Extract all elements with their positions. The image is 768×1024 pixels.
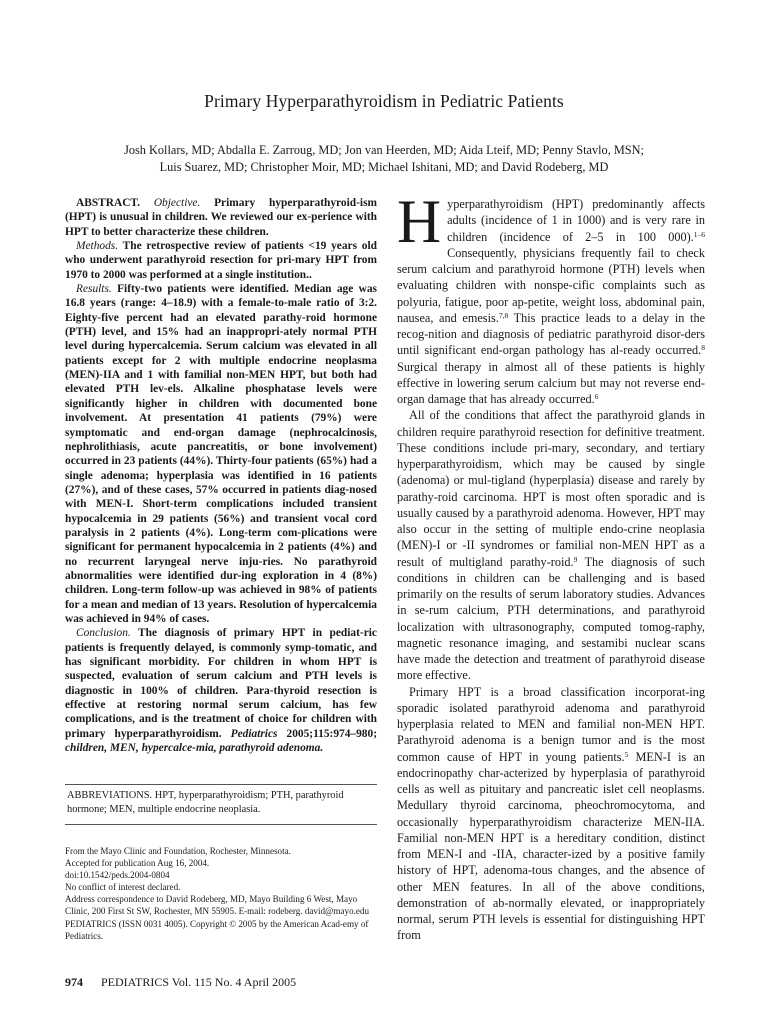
abstract-conclusion bbox=[65, 626, 377, 755]
journal-issue: PEDIATRICS Vol. 115 No. 4 April 2005 bbox=[101, 975, 297, 989]
right-column bbox=[397, 189, 706, 944]
abstract-methods bbox=[65, 239, 377, 282]
ref-superscript: 8 bbox=[701, 343, 705, 353]
results-label: Results. bbox=[76, 283, 112, 296]
conflict-statement: No conflict of interest declared. bbox=[65, 882, 181, 893]
affiliation-notes bbox=[65, 845, 377, 942]
article-title: Primary Hyperparathyroidism in Pediatric Patients bbox=[204, 91, 564, 111]
p1-text-c: This practice leads to a delay in the recog-nition and diagnosis of pediatric parathyroid disor-ders until significant end-organ pathology has al-ready occurred. bbox=[397, 310, 706, 358]
methods-label: Methods. bbox=[76, 240, 119, 253]
author-line-2: Luis Suarez, MD; Christopher Moir, MD; Michael Ishitani, MD; and David Rodeberg, MD bbox=[159, 160, 609, 174]
conclusion-label: Conclusion. bbox=[76, 627, 131, 640]
affiliation-line: From the Mayo Clinic and Foundation, Rochester, Minnesota. bbox=[65, 846, 291, 856]
citation-text: 2005;115:974–980; bbox=[277, 727, 377, 740]
objective-text: Primary hyperparathyroid-ism (HPT) is unusual in children. We reviewed our ex-perience with HPT to better characterize these children. bbox=[65, 197, 377, 238]
ref-superscript: 9 bbox=[573, 554, 578, 564]
abbreviations-box: ABBREVIATIONS. HPT, hyperparathyroidism; PTH, parathyroid hormone; MEN, multiple endocrine neoplasia. bbox=[65, 784, 377, 825]
citation-journal: Pediatrics bbox=[230, 727, 278, 740]
ref-superscript: 7,8 bbox=[498, 310, 509, 320]
author-list bbox=[60, 142, 708, 176]
p3-text-b: MEN-I is an endocrinopathy char-acterized by hyperplasia of parathyroid cells as well as pituitary and pancreatic islet cell neoplasms. Medullary thyroid carcinoma, pheochromocytoma, and occasionally hyperparathyroidism characterize MEN-IIA. Familial non-MEN HPT is a hereditary condition, distinct from MEN-I and -IIA, character-ized by a positive family history of HPT, adenoma-tous changes, and the absence of other MEN features. In all of the above conditions, demonstration of ab-normally elevated, or inappropriately normal, serum PTH levels is essential for distinguishing HPT from bbox=[397, 749, 705, 943]
ref-superscript: 1–6 bbox=[693, 229, 705, 239]
copyright-notice: PEDIATRICS (ISSN 0031 4005). Copyright © 2005 by the American Acad-emy of Pediatrics. bbox=[65, 918, 369, 941]
doi: doi:10.1542/peds.2004-0804 bbox=[65, 870, 170, 881]
p2-text-a: All of the conditions that affect the parathyroid glands in children require parathyroid resection for definitive treatment. These conditions include pri-mary, secondary, and tertiary hyperparathyroidism, which may be caused by single (adenoma) or mul-tigland (hyperplasia) disease and rarely by parathy-roid carcinoma. HPT is most often sporadic and is usually caused by a parathyroid adenoma. However, HPT may also occur in the setting of multiple endo-crine neoplasia (MEN)-I or -II syndromes or familial non-MEN HPT as a result of multigland parathy-roid. bbox=[397, 408, 705, 569]
accepted-date: Accepted for publication Aug 16, 2004. bbox=[65, 858, 210, 869]
objective-label: Objective. bbox=[153, 197, 201, 209]
ref-superscript: 6 bbox=[594, 392, 599, 401]
p1-text-a: yperparathyroidism (HPT) predominantly affects adults (incidence of 1 in 1000) and is very rare in children (incidence of 2–5 in 100 000). bbox=[447, 197, 705, 244]
abstract-results bbox=[65, 282, 377, 626]
left-column bbox=[65, 196, 377, 755]
p3-text-a: Primary HPT is a broad classification incorporat-ing sporadic isolated parathyroid adenoma and parathyroid hyperplasia related to MEN and familial non-MEN HPT. Parathyroid adenoma is a benign tumor and is the most common cause of HPT in young patients. bbox=[397, 684, 705, 764]
methods-text: The retrospective review of patients <19 years old who underwent parathyroid resection for pri-mary HPT from 1970 to 2000 was performed at a single institution.. bbox=[65, 240, 377, 281]
page-number: 974 bbox=[65, 975, 83, 989]
body-paragraph-1 bbox=[397, 189, 706, 407]
results-text: Fifty-two patients were identified. Median age was 16.8 years (range: 4–18.9) with a female-to-male ratio of 3:2. Eighty-five percent had an elevated parathy-roid hormone (PTH) level, and 15% had an inappropri-ately normal PTH level during hypercalcemia. Serum calcium was elevated in all patients except for 2 with multiple endocrine neoplasma (MEN)-IIA and 1 with familial non-MEN HPT, but both had elevated PTH lev-els. Alkaline phosphatase levels were significantly higher in children with documented bone involvement. At presentation 41 patients (79%) were symptomatic and end-organ damage (nephrocalcinosis, nephrolithiasis, acute pancreatitis, or bone involvement) occurred in 23 patients (44%). Thirty-four patients (65%) had a single adenoma; hyperplasia was identified in 16 patients (27%), and of these cases, 57% occurred in patients diag-nosed with MEN-I. Short-term complications included transient hypocalcemia in 29 patients (56%) and transient vocal cord paralysis in 2 patients (4%). Long-term com-plications were significant for permanent hypocalcemia in 2 patients (4%) and no recurrent laryngeal nerve inju-ries. No parathyroid abnormalities were identified dur-ing exploration in 4 (8%) children. Long-term follow-up was achieved in 98% of patients for a mean and median of 13 years. Resolution of hypercalcemia was achieved in 94% of cases. bbox=[65, 283, 377, 625]
drop-cap: H bbox=[397, 189, 442, 256]
conclusion-text: The diagnosis of primary HPT in pediat-ric patients is frequently delayed, is commonly symp-tomatic, and has significant morbidity. For children in whom HPT is suspected, evaluation of serum calcium and PTH levels is diagnostic in 100% of children. Para-thyroid resection is effective at restoring normal serum calcium, has few complications, and is the treatment of choice for children with primary hyperparathyroidism. bbox=[65, 627, 377, 740]
author-line-1: Josh Kollars, MD; Abdalla E. Zarroug, MD; Jon van Heerden, MD; Aida Lteif, MD; Penny Stavlo, MSN; bbox=[124, 143, 644, 157]
keywords: children, MEN, hypercalce-mia, parathyroid adenoma. bbox=[65, 742, 324, 755]
article-body bbox=[397, 189, 706, 944]
ref-superscript: 5 bbox=[624, 749, 629, 759]
p2-text-b: The diagnosis of such conditions in children can be challenging and is based primarily on the results of serum laboratory studies. Advances in se-rum calcium, PTH determinations, and parathyroid localization with ultrasonography, computed tomog-raphy, magnetic resonance imaging, and sestamibi nuclear scans have made the detection and treatment of parathyroid disease more effective. bbox=[397, 554, 706, 683]
page-footer bbox=[65, 974, 296, 990]
abstract bbox=[65, 196, 377, 755]
abstract-objective bbox=[65, 196, 377, 239]
p1-text-b: Consequently, physicians frequently fail to check serum calcium and parathyroid hormone (PTH) levels when evaluating children with nonspe-cific complaints such as polyuria, fatigue, poor ap-petite, weight loss, abdominal pain, nausea, and emesis. bbox=[397, 245, 705, 325]
body-paragraph-3 bbox=[397, 684, 705, 944]
correspondence-address: Address correspondence to David Rodeberg, MD, Mayo Building 6 West, Mayo Clinic, 200 First St SW, Rochester, MN 55905. E-mail: rodeberg. david@mayo.edu bbox=[65, 894, 370, 917]
p1-text-d: Surgical therapy in almost all of these patients is highly effective in lowering serum calcium but may not reverse end-organ damage that has already occurred. bbox=[397, 359, 705, 406]
body-paragraph-2 bbox=[397, 407, 705, 683]
abstract-label: ABSTRACT. bbox=[76, 197, 141, 209]
